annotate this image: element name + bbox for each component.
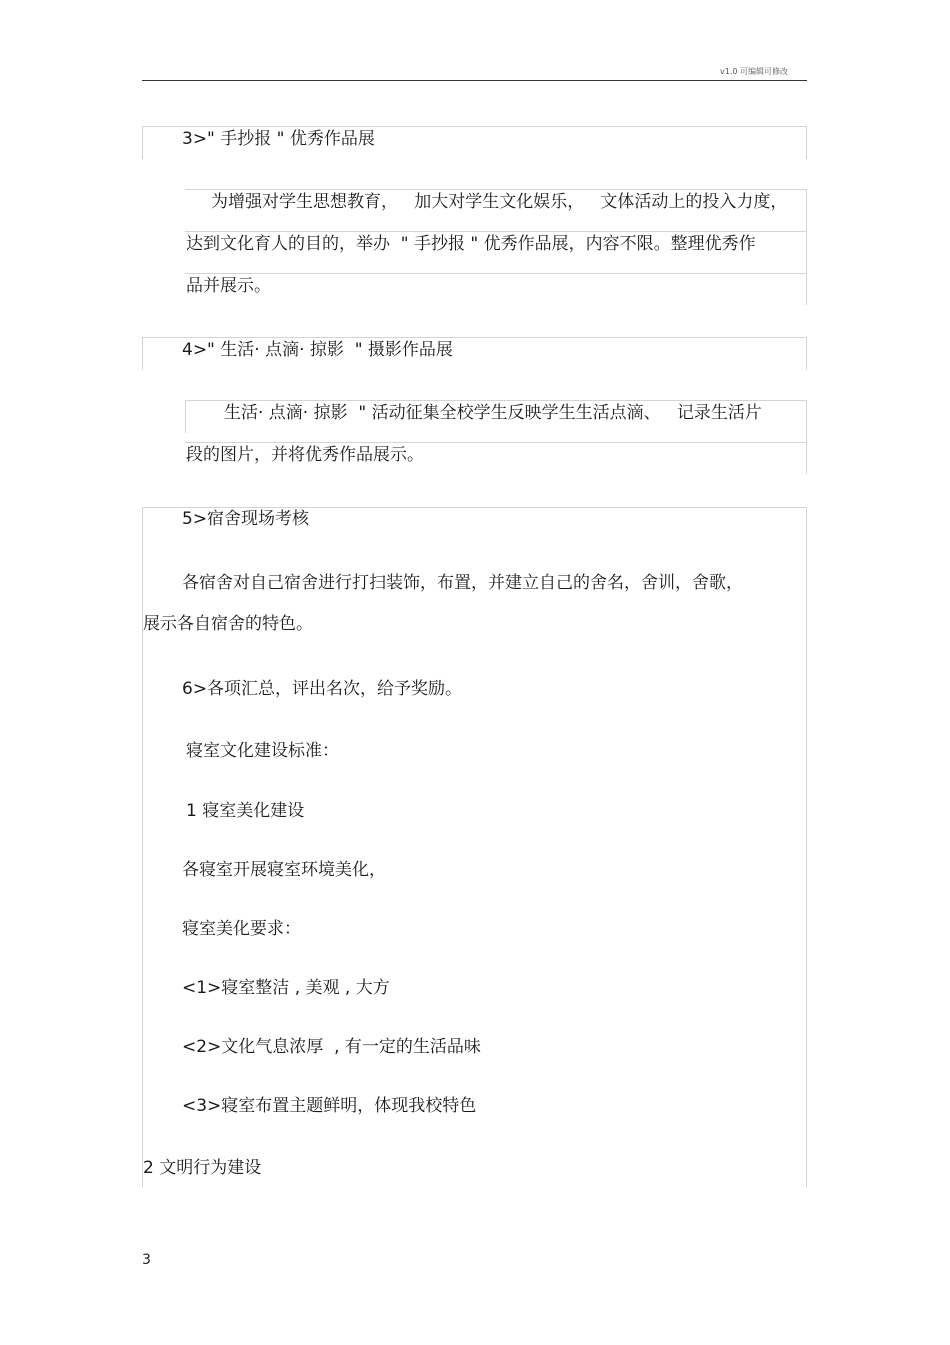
border-line — [142, 126, 807, 127]
border-line — [142, 337, 143, 370]
border-line — [142, 337, 807, 338]
section-heading: 6>各项汇总，评出名次，给予奖励。 — [182, 679, 463, 699]
standard-item: 1 寝室美化建设 — [186, 801, 305, 821]
paragraph-line: 品并展示。 — [186, 276, 271, 296]
border-line — [185, 400, 807, 401]
border-line — [806, 400, 807, 474]
border-line — [185, 231, 807, 232]
border-line — [142, 507, 143, 1187]
border-line — [185, 400, 186, 433]
border-line — [806, 126, 807, 159]
border-line — [806, 507, 807, 1187]
border-line — [806, 337, 807, 370]
paragraph-line: 达到文化育人的目的，举办 " 手抄报 " 优秀作品展，内容不限。整理优秀作 — [186, 234, 756, 254]
border-line — [185, 273, 807, 274]
paragraph-line: 各寝室开展寝室环境美化， — [182, 860, 386, 880]
section-heading: 4>" 生活· 点滴· 掠影 " 摄影作品展 — [182, 340, 453, 360]
page-number: 3 — [142, 1252, 151, 1268]
requirement-item: <2>文化气息浓厚 , 有一定的生活品味 — [182, 1037, 481, 1057]
standard-title: 寝室文化建设标准： — [186, 741, 339, 761]
requirement-item: <1>寝室整洁 , 美观 , 大方 — [182, 978, 390, 998]
section-heading: 3>" 手抄报 " 优秀作品展 — [182, 129, 375, 149]
requirement-item: <3>寝室布置主题鲜明，体现我校特色 — [182, 1096, 477, 1116]
section-heading: 5>宿舍现场考核 — [182, 509, 310, 529]
header-rule — [142, 80, 807, 81]
border-line — [806, 189, 807, 305]
paragraph-line: 为增强对学生思想教育， 加大对学生文化娱乐， 文体活动上的投入力度， — [211, 192, 788, 212]
standard-item: 2 文明行为建设 — [143, 1158, 262, 1178]
border-line — [185, 442, 807, 443]
header-version: v1.0 可编辑可修改 — [720, 67, 788, 76]
border-line — [142, 126, 143, 159]
paragraph-line: 各宿舍对自己宿舍进行打扫装饰，布置，并建立自己的舍名，舍训，舍歌， — [182, 573, 743, 593]
paragraph-line: 生活· 点滴· 掠影 " 活动征集全校学生反映学生生活点滴、 记录生活片 — [224, 403, 762, 423]
paragraph-line: 寝室美化要求： — [182, 919, 301, 939]
paragraph-line: 展示各自宿舍的特色。 — [143, 614, 313, 634]
paragraph-line: 段的图片，并将优秀作品展示。 — [186, 445, 424, 465]
border-line — [185, 189, 807, 190]
